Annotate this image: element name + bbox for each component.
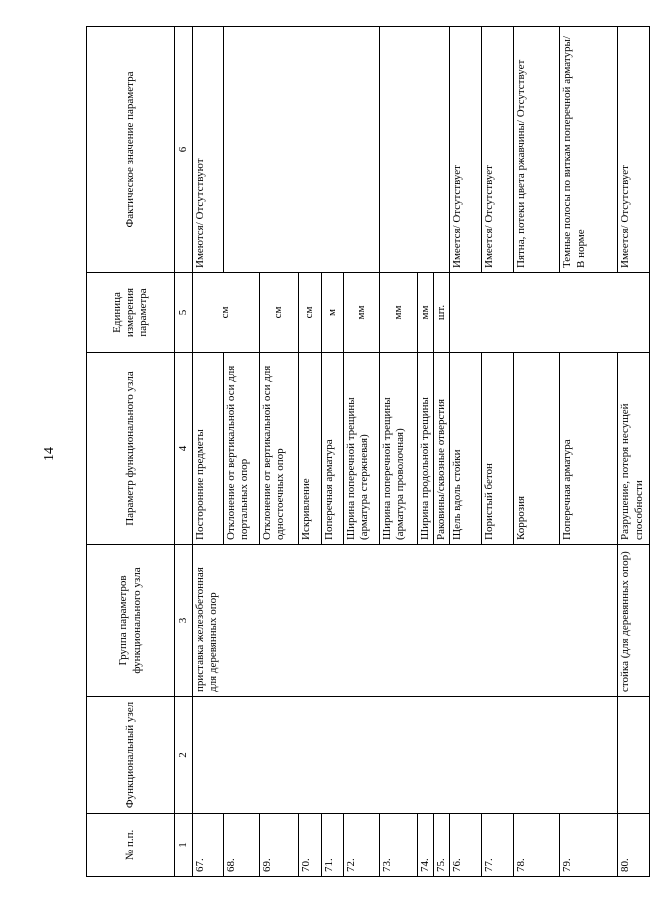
- column-number: 5: [175, 273, 193, 353]
- parameter-cell: Пористый бетон: [482, 353, 514, 545]
- row-number: 68.: [224, 814, 260, 877]
- value-cell: Пятна, потеки цвета ржавчины/ Отсутствует: [514, 27, 560, 273]
- parameter-cell: Искривление: [299, 353, 322, 545]
- parameter-cell: Отклонение от вертикальной оси для одностоечных опор: [260, 353, 299, 545]
- functional-unit-cell: [618, 697, 650, 814]
- row-number: 75.: [434, 814, 450, 877]
- unit-cell: шт.: [434, 273, 450, 353]
- parameter-cell: Коррозия: [514, 353, 560, 545]
- value-cell: Имеется/ Отсутствует: [618, 27, 650, 273]
- column-number: 3: [175, 545, 193, 697]
- unit-cell: мм: [380, 273, 418, 353]
- functional-unit-cell: [193, 697, 618, 814]
- table-row: [618, 27, 650, 877]
- header-actual-value: Фактическое значение параметра: [87, 27, 175, 273]
- value-cell: Имеется/ Отсутствует: [450, 27, 482, 273]
- parameter-group-cell: приставка железобетонная для деревянных опор: [193, 545, 618, 697]
- row-number: 74.: [418, 814, 434, 877]
- parameter-group-cell: стойка (для деревянных опор): [618, 545, 650, 697]
- parameter-cell: Ширина поперечной трещины (арматура стержневая): [344, 353, 380, 545]
- table-header-row: [87, 27, 175, 877]
- parameter-cell: Ширина поперечной трещины (арматура проволочная): [380, 353, 418, 545]
- unit-cell: [450, 273, 650, 353]
- header-parameter-group: Группа параметров функционального узла: [87, 545, 175, 697]
- column-numbers-row: [175, 27, 193, 877]
- column-number: 1: [175, 814, 193, 877]
- parameters-table: [86, 26, 650, 877]
- parameter-cell: Щель вдоль стойки: [450, 353, 482, 545]
- unit-cell: м: [322, 273, 344, 353]
- value-cell: [380, 27, 450, 273]
- parameter-cell: Поперечная арматура: [322, 353, 344, 545]
- row-number: 72.: [344, 814, 380, 877]
- parameter-cell: Разрушение, потеря несущей способности: [618, 353, 650, 545]
- column-number: 4: [175, 353, 193, 545]
- unit-cell: см: [299, 273, 322, 353]
- row-number: 70.: [299, 814, 322, 877]
- header-parameter: Параметр функционального узла: [87, 353, 175, 545]
- row-number: 80.: [618, 814, 650, 877]
- row-number: 78.: [514, 814, 560, 877]
- unit-cell: см: [193, 273, 260, 353]
- unit-cell: мм: [418, 273, 434, 353]
- page-number: 14: [42, 447, 57, 461]
- parameter-cell: Раковины/сквозные отверстия: [434, 353, 450, 545]
- value-cell: [224, 27, 380, 273]
- row-number: 69.: [260, 814, 299, 877]
- row-number: 77.: [482, 814, 514, 877]
- parameter-cell: Ширина продольной трещины: [418, 353, 434, 545]
- table-row: [193, 27, 224, 877]
- column-number: 2: [175, 697, 193, 814]
- unit-cell: см: [260, 273, 299, 353]
- parameter-cell: Отклонение от вертикальной оси для портальных опор: [224, 353, 260, 545]
- value-cell: Имеются/ Отсутствуют: [193, 27, 224, 273]
- unit-cell: мм: [344, 273, 380, 353]
- row-number: 67.: [193, 814, 224, 877]
- header-unit: Единица измерения параметра: [87, 273, 175, 353]
- value-cell: Имеется/ Отсутствует: [482, 27, 514, 273]
- row-number: 73.: [380, 814, 418, 877]
- rotated-table-wrapper: [86, 27, 645, 877]
- row-number: 76.: [450, 814, 482, 877]
- parameter-cell: Посторонние предметы: [193, 353, 224, 545]
- parameter-cell: Поперечная арматура: [560, 353, 618, 545]
- header-functional-unit: Функциональный узел: [87, 697, 175, 814]
- value-cell: Темные полосы по виткам поперечной арматуры/ В норме: [560, 27, 618, 273]
- column-number: 6: [175, 27, 193, 273]
- row-number: 71.: [322, 814, 344, 877]
- header-num: № п.п.: [87, 814, 175, 877]
- row-number: 79.: [560, 814, 618, 877]
